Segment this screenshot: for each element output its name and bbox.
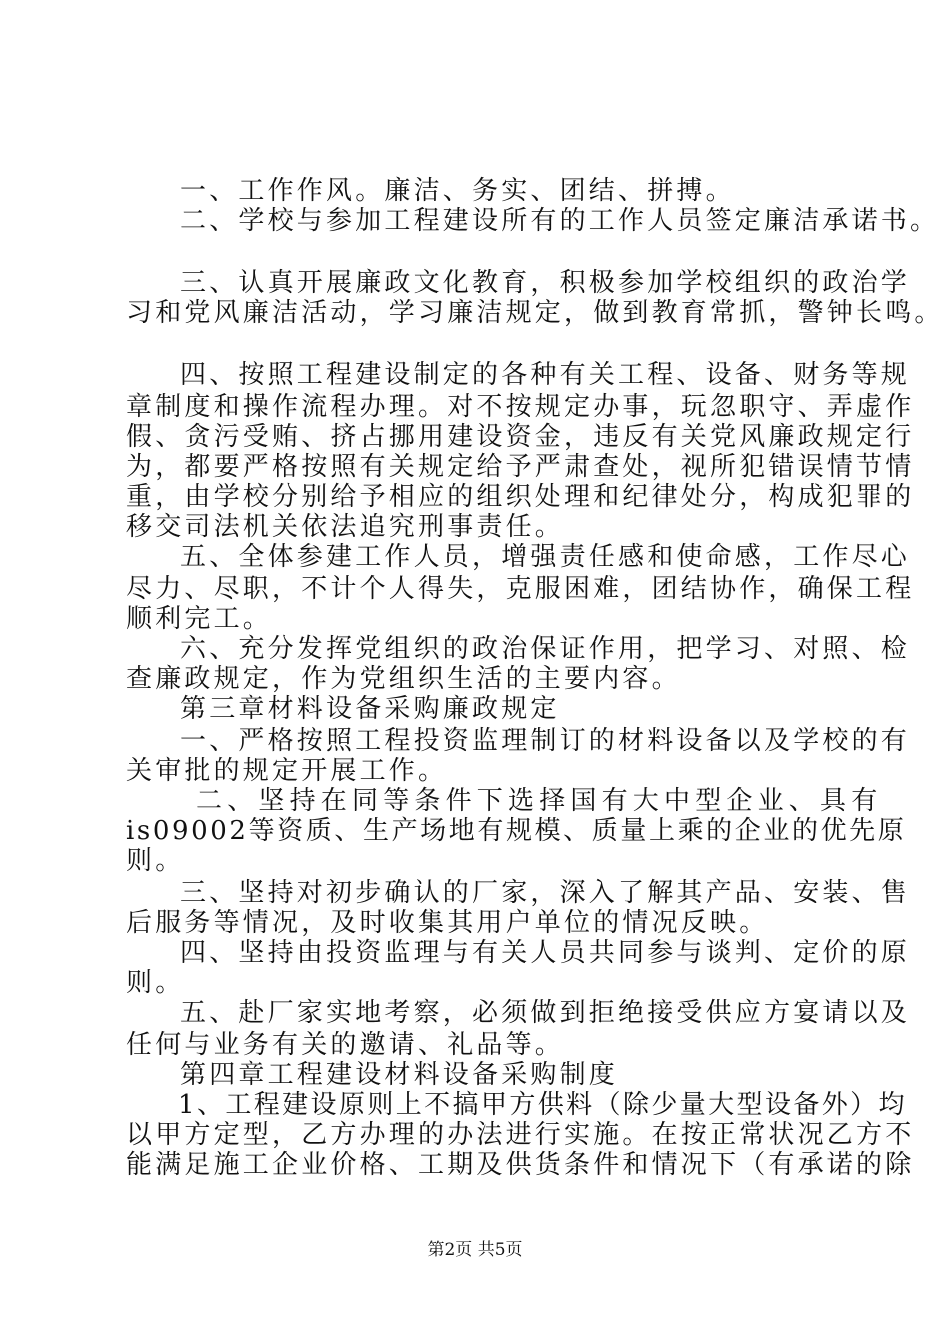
text-line: 三、认真开展廉政文化教育，积极参加学校组织的政治学 [180,268,911,298]
text-line: 以甲方定型，乙方办理的办法进行实施。在按正常状况乙方不 [126,1120,915,1150]
text-line: 五、全体参建工作人员，增强责任感和使命感，工作尽心 [180,542,911,572]
text-line: 章制度和操作流程办理。对不按规定办事，玩忽职守、弄虚作 [126,392,915,422]
text-line: 六、充分发挥党组织的政治保证作用，把学习、对照、检 [180,634,911,664]
section-heading: 第四章工程建设材料设备采购制度 [180,1060,619,1090]
text-line: 移交司法机关依法追究刑事责任。 [126,512,565,542]
text-line: 则。 [126,846,185,876]
text-line: 关审批的规定开展工作。 [126,756,448,786]
text-line: 一、工作作风。廉洁、务实、团结、拼搏。 [180,176,735,206]
text-line: 顺利完工。 [126,604,273,634]
text-line: 一、严格按照工程投资监理制订的材料设备以及学校的有 [180,726,911,756]
text-line: 重，由学校分别给予相应的组织处理和纪律处分，构成犯罪的 [126,482,915,512]
text-line: 二、学校与参加工程建设所有的工作人员签定廉洁承诺书。 [180,206,940,236]
text-line: 后服务等情况，及时收集其用户单位的情况反映。 [126,908,769,938]
text-line: 为，都要严格按照有关规定给予严肃查处，视所犯错误情节情 [126,452,915,482]
text-line: is09002等资质、生产场地有规模、质量上乘的企业的优先原 [126,816,907,846]
section-heading: 第三章材料设备采购廉政规定 [180,694,560,724]
text-line: 1、工程建设原则上不搞甲方供料（除少量大型设备外）均 [178,1090,907,1120]
text-line: 四、按照工程建设制定的各种有关工程、设备、财务等规 [180,360,911,390]
text-line: 五、赴厂家实地考察，必须做到拒绝接受供应方宴请以及 [180,998,911,1028]
text-line: 则。 [126,968,185,998]
text-line: 三、坚持对初步确认的厂家，深入了解其产品、安装、售 [180,878,911,908]
text-line: 能满足施工企业价格、工期及供货条件和情况下（有承诺的除 [126,1150,915,1180]
text-line: 查廉政规定，作为党组织生活的主要内容。 [126,664,681,694]
text-line: 习和党风廉洁活动，学习廉洁规定，做到教育常抓，警钟长鸣。 [126,298,944,328]
text-line: 四、坚持由投资监理与有关人员共同参与谈判、定价的原 [180,938,911,968]
text-line: 假、贪污受贿、挤占挪用建设资金，违反有关党风廉政规定行 [126,422,915,452]
text-line: 尽力、尽职，不计个人得失，克服困难，团结协作，确保工程 [126,574,915,604]
text-line: 任何与业务有关的邀请、礼品等。 [126,1030,565,1060]
text-line: 二、坚持在同等条件下选择国有大中型企业、具有 [196,786,883,816]
page-number-footer: 第2页 共5页 [427,1240,523,1260]
